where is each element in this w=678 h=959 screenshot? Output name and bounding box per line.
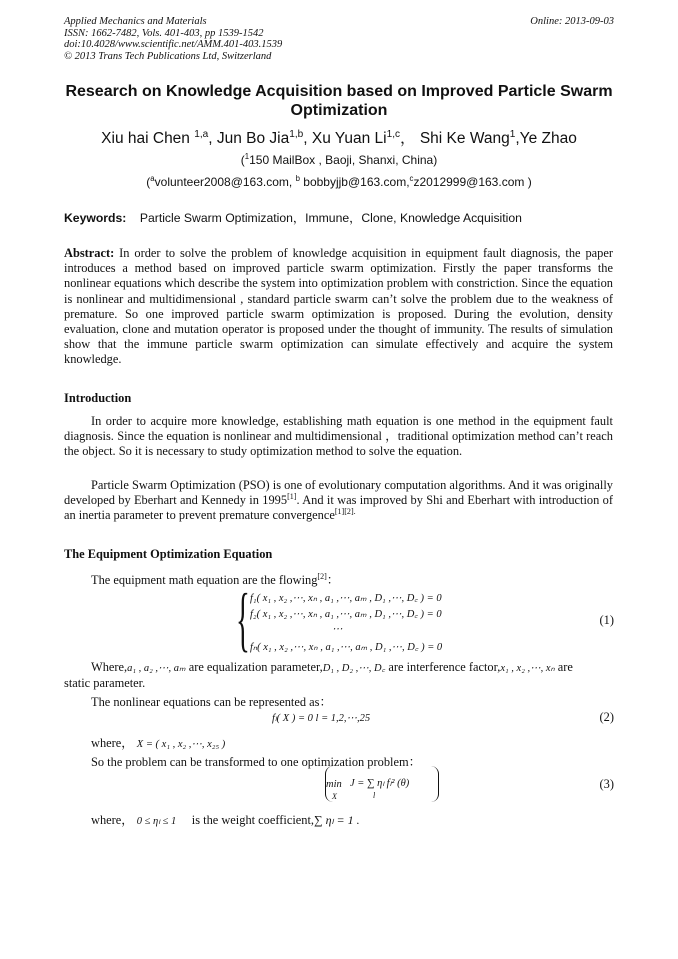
author-sup: 1,a — [194, 128, 209, 140]
math-inline: x₁ , x₂ ,⋯, xₙ — [500, 663, 555, 674]
equation-1-row: f₂( x₁ , x₂ ,⋯, xₙ , a₁ ,⋯, aₘ , D₁ ,⋯, D꜀ ) = 0 — [250, 609, 442, 620]
keywords — [64, 209, 522, 226]
math-inline: ∑ ηₗ = 1 . — [314, 813, 360, 827]
equation-1-row: fₙ( x₁ , x₂ ,⋯, xₙ , a₁ ,⋯, aₘ , D₁ ,⋯, D꜀ ) = 0 — [250, 642, 443, 653]
math-inline: D₁ , D₂ ,⋯, D꜀ — [322, 663, 386, 674]
citation[interactable]: [1][2]. — [334, 507, 356, 517]
copyright: © 2013 Trans Tech Publications Ltd, Switzerland — [64, 50, 272, 62]
affiliation: ($^1$150 MailBox , Baoji, Shanxi, China) — [240, 152, 438, 167]
online-date: Online: 2013-09-03 — [530, 16, 614, 27]
math-inline: a₁ , a₂ ,⋯, aₘ — [127, 663, 186, 674]
abstract — [64, 246, 613, 368]
journal-name: Applied Mechanics and Materials — [64, 16, 207, 27]
where-text: are — [557, 660, 573, 674]
email-a[interactable]: volunteer2008@163.com, — [154, 175, 293, 189]
email-b[interactable]: bobbyjjb@163.com, — [303, 175, 410, 189]
equation-2: fₗ( X ) = 0 l = 1,2,⋯,25 — [272, 713, 371, 724]
intro-paragraph-1: In order to acquire more knowledge, establishing math equation is one method in the equipment fault diagnosis. Since the equation is nonlinear and multidimensional ，traditional optimization method can’t reach the object. So it is necessary to study optimization method to solve the equation. — [64, 414, 613, 459]
equation-intro-end: ： — [326, 573, 340, 587]
where-line-3 — [91, 810, 360, 828]
author-list: Xiu hai Chen $^{1,a}$, Jun Bo Jia$^{1,b}$, Xu Yuan Li$^{1,c}$， Shi Ke Wang$^1$,Ye Zhao — [101, 128, 577, 147]
author-name: Jun Bo Jia — [216, 130, 290, 147]
math-inline: 0 ≤ ηₗ ≤ 1 — [136, 816, 177, 827]
left-brace: { — [236, 579, 250, 659]
author-name: Xiu hai Chen — [101, 130, 190, 147]
author-name: Xu Yuan Li — [311, 130, 387, 147]
equation-3-min-sub: X — [332, 792, 337, 801]
paper-title: Research on Knowledge Acquisition based on Improved Particle Swarm Optimization — [65, 83, 613, 119]
where-text: Where, — [91, 660, 128, 674]
citation[interactable]: [1] — [287, 492, 297, 502]
equation-number: (3) — [599, 777, 614, 791]
doi-link[interactable]: doi:10.4028/www.scientific.net/AMM.401-403.1539 — [64, 39, 283, 50]
equation-number: (1) — [599, 613, 614, 627]
email-list: ($^a$volunteer2008@163.com, $^b$ bobbyjjb@163.com,$^c$z2012999@163.com ) — [146, 174, 532, 189]
intro-paragraph-2 — [64, 478, 613, 524]
section-heading-equation: The Equipment Optimization Equation — [64, 547, 273, 561]
where-text: are equalization parameter, — [188, 660, 323, 674]
intro-p2-text-a: Particle Swarm Optimization (PSO) is one of evolutionary computation algorithms. And it was originally developed by Eberhart and Kennedy in 1995 — [64, 478, 613, 508]
where-text: where， — [91, 813, 134, 827]
equation-intro — [91, 570, 339, 588]
keywords-label: Keywords: — [64, 211, 127, 225]
author-name: Ye Zhao — [519, 130, 577, 147]
where-text: are interference factor, — [388, 660, 501, 674]
abstract-text: In order to solve the problem of knowledge acquisition in equipment fault diagnosis, the paper introduces a method based on improved particle swarm optimization. Firstly the paper transforms the nonlinear equations which describe the system into optimization problem with constriction. Since the equation is nonlinear and multidimensional , standard particle swarm can’t solve the problem due to the weakness of premature. So one improved particle swarm optimization is proposed. During the evolution, density evaluation, clone and mutation operator is proposed under the thought of immunity. The results of simulation show that the immune particle swarm optimization can simulate effectively and acquire the system knowledge. — [64, 246, 613, 367]
section-heading-introduction: Introduction — [64, 391, 132, 405]
email-c[interactable]: z2012999@163.com ) — [413, 175, 532, 189]
abstract-label: Abstract: — [64, 246, 115, 260]
affiliation-sup: 1 — [244, 152, 250, 161]
intro-p2-text-b: . And it was improved by Shi and Eberhart with introduction of an inertia parameter to prevent premature convergence — [64, 493, 613, 523]
author-sup: 1,c — [386, 128, 401, 140]
where-text: where， — [91, 736, 134, 750]
equation-number: (2) — [599, 710, 614, 724]
equation-3-min: min — [326, 779, 342, 790]
equation-1-ellipsis: ⋯ — [332, 624, 343, 635]
math-inline: X = ( x₁ , x₂ ,⋯, x₂₅ ) — [136, 739, 226, 750]
citation[interactable]: [2] — [317, 571, 327, 581]
where-line-1-cont: static parameter. — [64, 676, 146, 690]
issn: ISSN: 1662-7482, Vols. 401-403, pp 1539-1542 — [64, 27, 264, 39]
where-line-2 — [91, 733, 225, 751]
equation-intro-text: The equipment math equation are the flowing — [91, 573, 318, 587]
author-sup: 1 — [509, 128, 516, 140]
equation-1-row: f₁( x₁ , x₂ ,⋯, xₙ , a₁ ,⋯, aₘ , D₁ ,⋯, D꜀ ) = 0 — [250, 593, 442, 604]
where-text: is the weight coefficient, — [191, 813, 315, 827]
affiliation-text: 150 MailBox , Baoji, Shanxi, China) — [249, 153, 438, 167]
nonlinear-text: The nonlinear equations can be represented as： — [91, 695, 332, 709]
author-sup: 1,b — [289, 128, 304, 140]
keywords-text: Particle Swarm Optimization，Immune，Clone, Knowledge Acquisition — [139, 211, 522, 225]
author-name: Shi Ke Wang — [419, 130, 510, 147]
equation-3-body: J = ∑ ηₗ fₗ² (θ) — [350, 778, 410, 789]
header-block — [64, 16, 282, 62]
transform-text: So the problem can be transformed to one optimization problem： — [91, 755, 421, 769]
equation-3-sum-sub: l — [373, 791, 376, 800]
where-line-1 — [91, 660, 573, 675]
